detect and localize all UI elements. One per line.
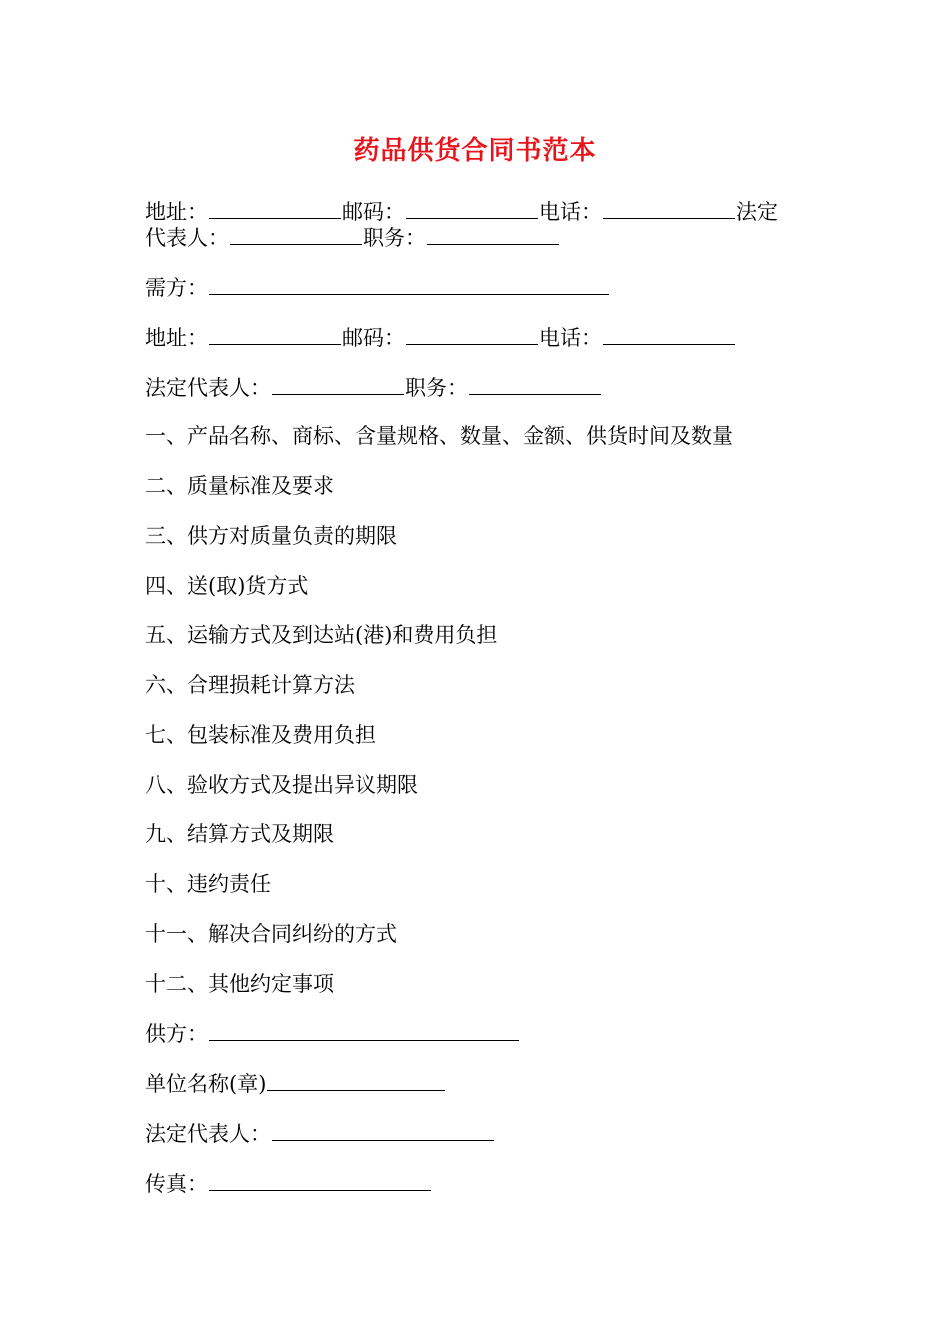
- clause-12: 十二、其他约定事项: [145, 972, 334, 996]
- sign-supplier-blank: [209, 1020, 519, 1041]
- sign-unit-name-line: [145, 1070, 446, 1097]
- clause-2: 二、质量标准及要求: [145, 474, 334, 498]
- phone-blank: [603, 198, 735, 219]
- position-label: 职务：: [363, 226, 426, 250]
- buyer-legal-rep-label: 法定代表人：: [145, 376, 271, 400]
- sign-unit-name-label: 单位名称(章): [145, 1072, 267, 1096]
- legal-rep-blank: [230, 224, 362, 245]
- postcode-label: 邮码：: [342, 200, 405, 224]
- buyer-address-label: 地址：: [145, 326, 208, 350]
- buyer-line: [145, 274, 610, 301]
- sign-legal-rep-line: [145, 1120, 495, 1147]
- buyer-legal-rep-line: [145, 374, 602, 401]
- buyer-address-line: [145, 324, 736, 351]
- sign-legal-rep-blank: [272, 1120, 494, 1141]
- buyer-postcode-blank: [406, 324, 538, 345]
- clause-7: 七、包装标准及费用负担: [145, 723, 376, 747]
- sign-legal-rep-label: 法定代表人：: [145, 1122, 271, 1146]
- clause-11: 十一、解决合同纠纷的方式: [145, 922, 397, 946]
- buyer-postcode-label: 邮码：: [342, 326, 405, 350]
- clause-4: 四、送(取)货方式: [145, 574, 309, 598]
- supplier-info-line-2: [145, 224, 560, 251]
- sign-unit-name-blank: [267, 1070, 445, 1091]
- supplier-info-line-1: [145, 198, 778, 225]
- sign-fax-label: 传真：: [145, 1172, 208, 1196]
- buyer-phone-blank: [603, 324, 735, 345]
- legal-rep-prefix: 法定: [736, 200, 778, 224]
- buyer-position-label: 职务：: [405, 376, 468, 400]
- sign-supplier-label: 供方：: [145, 1022, 208, 1046]
- buyer-position-blank: [469, 374, 601, 395]
- clause-10: 十、违约责任: [145, 872, 271, 896]
- buyer-blank: [209, 274, 609, 295]
- address-blank: [209, 198, 341, 219]
- clause-3: 三、供方对质量负责的期限: [145, 524, 397, 548]
- legal-rep-suffix: 代表人：: [145, 226, 229, 250]
- buyer-label: 需方：: [145, 276, 208, 300]
- address-label: 地址：: [145, 200, 208, 224]
- clause-6: 六、合理损耗计算方法: [145, 673, 355, 697]
- sign-supplier-line: [145, 1020, 520, 1047]
- buyer-address-blank: [209, 324, 341, 345]
- sign-fax-line: [145, 1170, 432, 1197]
- clause-9: 九、结算方式及期限: [145, 822, 334, 846]
- clause-1: 一、产品名称、商标、含量规格、数量、金额、供货时间及数量: [145, 424, 733, 448]
- clause-8: 八、验收方式及提出异议期限: [145, 773, 418, 797]
- document-title: 药品供货合同书范本: [353, 136, 597, 166]
- phone-label: 电话：: [539, 200, 602, 224]
- position-blank: [427, 224, 559, 245]
- buyer-phone-label: 电话：: [539, 326, 602, 350]
- buyer-legal-rep-blank: [272, 374, 404, 395]
- postcode-blank: [406, 198, 538, 219]
- sign-fax-blank: [209, 1170, 431, 1191]
- clause-5: 五、运输方式及到达站(港)和费用负担: [145, 623, 498, 647]
